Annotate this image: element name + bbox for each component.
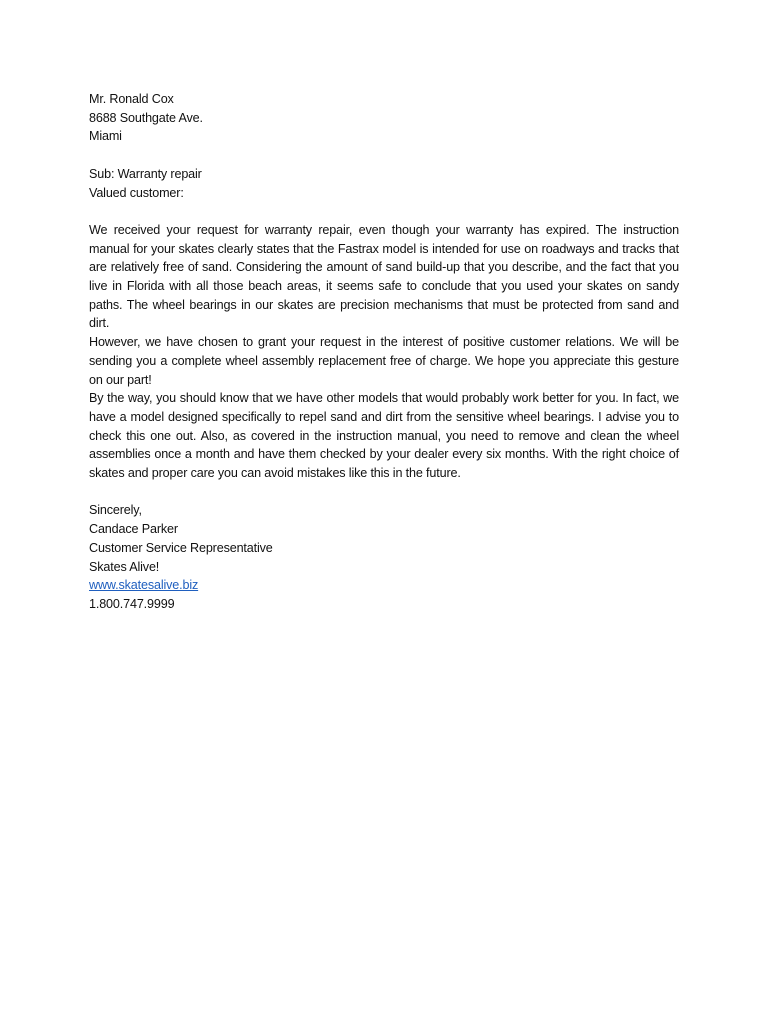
company-name: Skates Alive! (89, 559, 160, 574)
body-paragraph-3: By the way, you should know that we have other models that would probably work better for you. In fact, we have a model designed specifically to repel sand and dirt from the sensitive wheel bearings. I advise you to check this one out. Also, as covered in the instruction manual, you need to remove and clean the wheel assemblies once a month and have them checked by your dealer every six months. With the right choice of skates and proper care you can avoid mistakes like this in the future. (89, 391, 679, 481)
subject-line: Sub: Warranty repair (89, 166, 202, 181)
phone-number: 1.800.747.9999 (89, 596, 175, 611)
signer-title: Customer Service Representative (89, 540, 273, 555)
website-link[interactable]: www.skatesalive.biz (89, 578, 199, 593)
salutation: Valued customer: (89, 185, 184, 200)
valediction: Sincerely, (89, 503, 142, 518)
recipient-name: Mr. Ronald Cox (89, 92, 174, 106)
body-paragraph-1: We received your request for warranty repair, even though your warranty has expired. The instruction manual for your skates clearly states that the Fastrax model is intended for use on roadways and tracks that are relatively free of sand. Considering the amount of sand build-up that you describe, and the fact that you live in Florida with all those beach areas, it seems safe to conclude that you used your skates on sandy paths. The wheel bearings in our skates are precision mechanisms that must be protected from sand and dirt. (89, 222, 679, 331)
signer-name: Candace Parker (89, 522, 178, 537)
recipient-city: Miami (89, 129, 122, 144)
spacer (89, 202, 679, 221)
recipient-street: 8688 Southgate Ave. (89, 110, 203, 125)
letter-page (89, 90, 679, 614)
spacer (89, 146, 679, 165)
body-paragraph-2: However, we have chosen to grant your request in the interest of positive customer relations. We will be sending you a complete wheel assembly replacement free of charge. We hope you appreciate this gesture on our part! (89, 335, 679, 387)
spacer (89, 483, 679, 502)
